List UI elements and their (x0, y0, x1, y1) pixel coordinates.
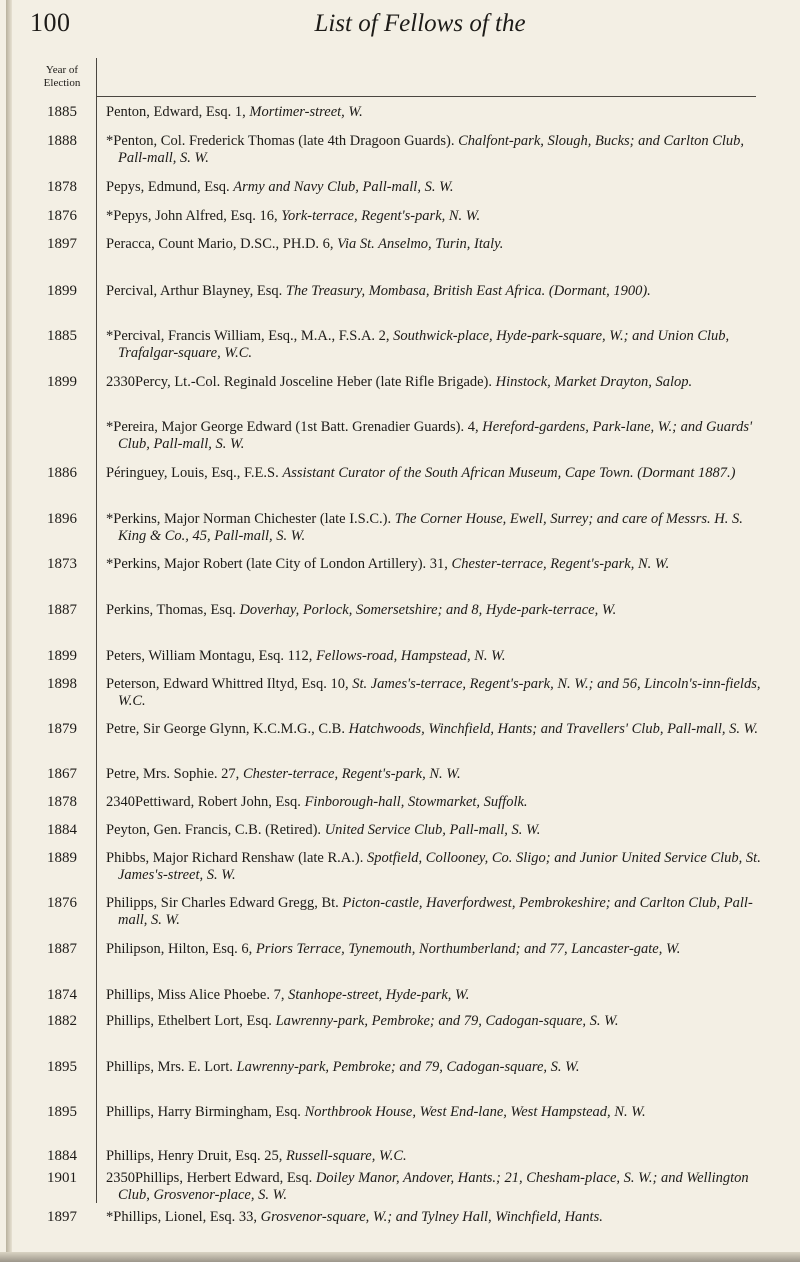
fellow-name: 2340Pettiward, Robert John, Esq. (106, 794, 301, 810)
entry-text (106, 676, 773, 709)
fellow-address: Southwick-place, Hyde-park-square, W.; and Union Club, Trafalgar-square, W.C. (118, 328, 730, 361)
fellow-name: Peracca, Count Mario, D.SC., PH.D. 6, (106, 236, 334, 252)
entry-text (106, 236, 773, 253)
election-year: 1885 (47, 104, 77, 120)
fellow-address: Lawrenny-park, Pembroke; and 79, Cadogan-square, S. W. (275, 1013, 619, 1029)
fellow-name: Phillips, Henry Druit, Esq. 25, (106, 1148, 283, 1164)
election-year: 1887 (47, 602, 77, 618)
entry-text (106, 602, 773, 619)
entry-text (106, 1104, 773, 1121)
election-year: 1873 (47, 556, 77, 572)
entry-text (106, 208, 773, 225)
election-year: 1867 (47, 766, 77, 782)
fellow-name: Pepys, Edmund, Esq. (106, 179, 230, 195)
column-rule (96, 58, 97, 1203)
election-year: 1895 (47, 1104, 77, 1120)
election-year: 1882 (47, 1013, 77, 1029)
entry-text (106, 328, 773, 361)
header-rule (96, 96, 756, 97)
fellow-address: Grosvenor-square, W.; and Tylney Hall, Winchfield, Hants. (260, 1209, 603, 1225)
election-year: 1878 (47, 179, 77, 195)
fellow-name: Philipps, Sir Charles Edward Gregg, Bt. (106, 895, 339, 911)
fellow-name: Phillips, Miss Alice Phoebe. 7, (106, 987, 285, 1003)
fellow-name: 2330Percy, Lt.-Col. Reginald Josceline Heber (late Rifle Brigade). (106, 374, 493, 390)
entry-text (106, 511, 773, 544)
fellow-name: Petre, Sir George Glynn, K.C.M.G., C.B. (106, 721, 345, 737)
entry-text (106, 1059, 773, 1076)
fellow-name: Phibbs, Major Richard Renshaw (late R.A.). (106, 850, 364, 866)
election-year: 1876 (47, 208, 77, 224)
election-year: 1889 (47, 850, 77, 866)
entry-text (106, 374, 773, 391)
fellow-name: *Penton, Col. Frederick Thomas (late 4th Dragoon Guards). (106, 133, 455, 149)
election-year: 1885 (47, 328, 77, 344)
election-year: 1897 (47, 1209, 77, 1225)
entry-text (106, 850, 773, 883)
fellow-name: 2350Phillips, Herbert Edward, Esq. (106, 1170, 313, 1186)
fellow-address: St. James's-terrace, Regent's-park, N. W.; and 56, Lincoln's-inn-fields, W.C. (118, 676, 761, 709)
fellow-name: *Perkins, Major Robert (late City of London Artillery). 31, (106, 556, 448, 572)
entry-text (106, 987, 773, 1004)
fellow-address: Hatchwoods, Winchfield, Hants; and Travellers' Club, Pall-mall, S. W. (348, 721, 758, 737)
fellow-address: Chester-terrace, Regent's-park, N. W. (242, 766, 461, 782)
entry-text (106, 556, 773, 573)
fellow-name: *Pereira, Major George Edward (1st Batt. Grenadier Guards). 4, (106, 419, 479, 435)
entry-text (106, 648, 773, 665)
election-year: 1896 (47, 511, 77, 527)
fellow-address: Lawrenny-park, Pembroke; and 79, Cadogan-square, S. W. (236, 1059, 580, 1075)
fellow-name: Phillips, Ethelbert Lort, Esq. (106, 1013, 272, 1029)
election-year: 1878 (47, 794, 77, 810)
entry-text (106, 104, 773, 121)
fellow-name: *Perkins, Major Norman Chichester (late I.S.C.). (106, 511, 392, 527)
year-of-election-header: Year of Election (43, 64, 81, 89)
page-bottom-edge (0, 1252, 800, 1262)
fellow-address: Doverhay, Porlock, Somersetshire; and 8, Hyde-park-terrace, W. (239, 602, 617, 618)
entry-text (106, 895, 773, 928)
running-title: List of Fellows of the (314, 10, 526, 37)
fellow-name: *Pepys, John Alfred, Esq. 16, (106, 208, 278, 224)
entry-text (106, 794, 773, 811)
fellow-name: Philipson, Hilton, Esq. 6, (106, 941, 253, 957)
fellow-address: Doiley Manor, Andover, Hants.; 21, Chesham-place, S. W.; and Wellington Club, Grosvenor-place, S. W. (118, 1170, 749, 1203)
fellow-name: Péringuey, Louis, Esq., F.E.S. (106, 465, 279, 481)
fellow-address: Northbrook House, West End-lane, West Hampstead, N. W. (304, 1104, 646, 1120)
election-year: 1879 (47, 721, 77, 737)
entry-text (106, 133, 773, 166)
entry-text (106, 1170, 773, 1203)
fellow-address: Finborough-hall, Stowmarket, Suffolk. (304, 794, 528, 810)
fellow-name: Percival, Arthur Blayney, Esq. (106, 283, 283, 299)
page-number: 100 (30, 8, 71, 37)
fellow-address: The Treasury, Mombasa, British East Africa. (Dormant, 1900). (285, 283, 651, 299)
election-year: 1876 (47, 895, 77, 911)
fellow-name: Petre, Mrs. Sophie. 27, (106, 766, 240, 782)
election-year: 1895 (47, 1059, 77, 1075)
entry-text (106, 1209, 773, 1226)
election-year: 1898 (47, 676, 77, 692)
entry-text (106, 822, 773, 839)
fellow-address: Picton-castle, Haverfordwest, Pembrokeshire; and Carlton Club, Pall-mall, S. W. (118, 895, 753, 928)
fellow-address: Chalfont-park, Slough, Bucks; and Carlton Club, Pall-mall, S. W. (118, 133, 745, 166)
election-year: 1899 (47, 648, 77, 664)
election-year: 1899 (47, 374, 77, 390)
fellow-name: Peyton, Gen. Francis, C.B. (Retired). (106, 822, 322, 838)
fellow-name: Perkins, Thomas, Esq. (106, 602, 236, 618)
fellow-address: Chester-terrace, Regent's-park, N. W. (451, 556, 670, 572)
election-year: 1897 (47, 236, 77, 252)
election-year: 1884 (47, 822, 77, 838)
entry-text (106, 1148, 773, 1165)
fellow-name: *Phillips, Lionel, Esq. 33, (106, 1209, 258, 1225)
entry-text (106, 766, 773, 783)
entry-text (106, 1013, 773, 1030)
fellow-address: Fellows-road, Hampstead, N. W. (316, 648, 506, 664)
entry-text (106, 465, 773, 482)
entry-text (106, 283, 773, 300)
fellow-address: Army and Navy Club, Pall-mall, S. W. (233, 179, 454, 195)
page-edge (6, 0, 12, 1262)
fellow-name: Penton, Edward, Esq. 1, (106, 104, 246, 120)
fellow-address: Spotfield, Collooney, Co. Sligo; and Junior United Service Club, St. James's-street, S. W. (118, 850, 761, 883)
fellow-address: York-terrace, Regent's-park, N. W. (281, 208, 481, 224)
entry-text (106, 179, 773, 196)
election-year: 1874 (47, 987, 77, 1003)
election-year: 1901 (47, 1170, 77, 1186)
fellow-address: United Service Club, Pall-mall, S. W. (324, 822, 541, 838)
fellow-address: Hereford-gardens, Park-lane, W.; and Guards' Club, Pall-mall, S. W. (118, 419, 753, 452)
fellow-name: Phillips, Mrs. E. Lort. (106, 1059, 233, 1075)
election-year: 1887 (47, 941, 77, 957)
fellow-address: Hinstock, Market Drayton, Salop. (495, 374, 693, 390)
fellow-name: *Percival, Francis William, Esq., M.A., F.S.A. 2, (106, 328, 390, 344)
election-year: 1888 (47, 133, 77, 149)
fellow-name: Phillips, Harry Birmingham, Esq. (106, 1104, 301, 1120)
fellow-name: Peterson, Edward Whittred Iltyd, Esq. 10, (106, 676, 349, 692)
fellow-address: Priors Terrace, Tynemouth, Northumberland; and 77, Lancaster-gate, W. (255, 941, 681, 957)
fellow-address: The Corner House, Ewell, Surrey; and care of Messrs. H. S. King & Co., 45, Pall-mall, S. W. (118, 511, 743, 544)
fellow-address: Assistant Curator of the South African Museum, Cape Town. (Dormant 1887.) (282, 465, 736, 481)
fellow-address: Mortimer-street, W. (249, 104, 363, 120)
election-year: 1884 (47, 1148, 77, 1164)
fellow-address: Russell-square, W.C. (286, 1148, 407, 1164)
entry-text (106, 941, 773, 958)
fellow-name: Peters, William Montagu, Esq. 112, (106, 648, 313, 664)
entry-text (106, 721, 773, 738)
election-year: 1886 (47, 465, 77, 481)
fellow-address: Via St. Anselmo, Turin, Italy. (337, 236, 504, 252)
election-year: 1899 (47, 283, 77, 299)
entry-text (106, 419, 773, 452)
fellow-address: Stanhope-street, Hyde-park, W. (288, 987, 470, 1003)
